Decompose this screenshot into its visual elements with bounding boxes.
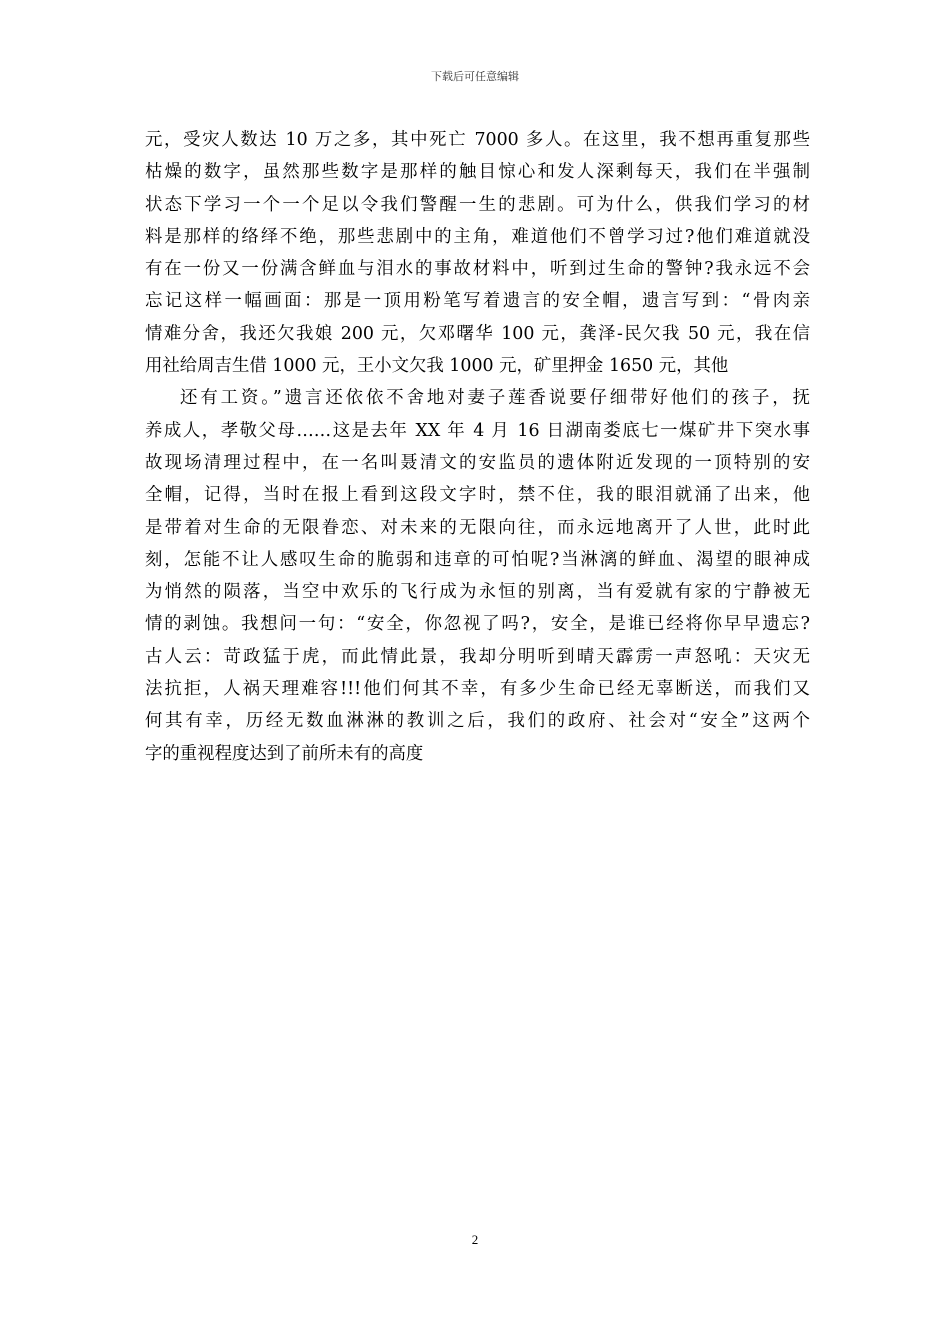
text-line: 养成人，孝敬父母……这是去年 XX 年 4 月 16 日湖南娄底七一煤矿井下突水事	[145, 420, 810, 441]
text-line: 全帽，记得，当时在报上看到这段文字时，禁不住，我的眼泪就涌了出来，他	[145, 485, 810, 506]
text-line: 料是那样的络绎不绝，那些悲剧中的主角，难道他们不曾学习过?他们难道就没	[145, 226, 810, 247]
text-line: 元，受灾人数达 10 万之多，其中死亡 7000 多人。在这里，我不想再重复那些	[145, 130, 810, 150]
text-line: 状态下学习一个一个足以令我们警醒一生的悲剧。可为什么，供我们学习的材	[145, 194, 810, 215]
text-line: 法抗拒，人祸天理难容!!!他们何其不幸，有多少生命已经无辜断送，而我们又	[145, 679, 810, 700]
text-line: 字的重视程度达到了前所未有的高度	[145, 743, 424, 764]
text-line: 用社给周吉生借 1000 元，王小文欠我 1000 元，矿里押金 1650 元，其他	[145, 356, 729, 377]
text-line: 故现场清理过程中，在一名叫聂清文的安监员的遗体附近发现的一顶特别的安	[145, 452, 810, 473]
text-line: 是带着对生命的无限眷恋、对未来的无限向往，而永远地离开了人世，此时此	[145, 517, 810, 538]
text-line: 忘记这样一幅画面：那是一顶用粉笔写着遗言的安全帽，遗言写到：“骨肉亲	[145, 291, 810, 312]
text-line: 情难分舍，我还欠我娘 200 元，欠邓曙华 100 元，龚泽-民欠我 50 元，我在信	[145, 323, 810, 344]
text-line: 何其有幸，历经无数血淋淋的教训之后，我们的政府、社会对“安全”这两个	[145, 711, 810, 732]
text-line: 枯燥的数字，虽然那些数字是那样的触目惊心和发人深剩每天，我们在半强制	[145, 162, 810, 183]
text-line: 刻，怎能不让人感叹生命的脆弱和违章的可怕呢?当淋漓的鲜血、渴望的眼神成	[145, 549, 810, 570]
text-line: 情的剥蚀。我想问一句：“安全，你忽视了吗?，安全，是谁已经将你早早遗忘?	[145, 614, 810, 635]
paragraph-first-line: 还有工资。”遗言还依依不舍地对妻子莲香说要仔细带好他们的孩子，抚	[180, 388, 810, 409]
text-line: 为悄然的陨落，当空中欢乐的飞行成为永恒的别离，当有爱就有家的宁静被无	[145, 582, 810, 603]
document-body	[145, 124, 810, 770]
text-line: 古人云：苛政猛于虎，而此情此景，我却分明听到晴天霹雳一声怒吼：天灾无	[145, 646, 810, 667]
page-number: 2	[471, 1232, 479, 1247]
text-line: 有在一份又一份满含鲜血与泪水的事故材料中，听到过生命的警钟?我永远不会	[145, 259, 810, 280]
page-header: 下载后可任意编辑	[431, 70, 519, 83]
